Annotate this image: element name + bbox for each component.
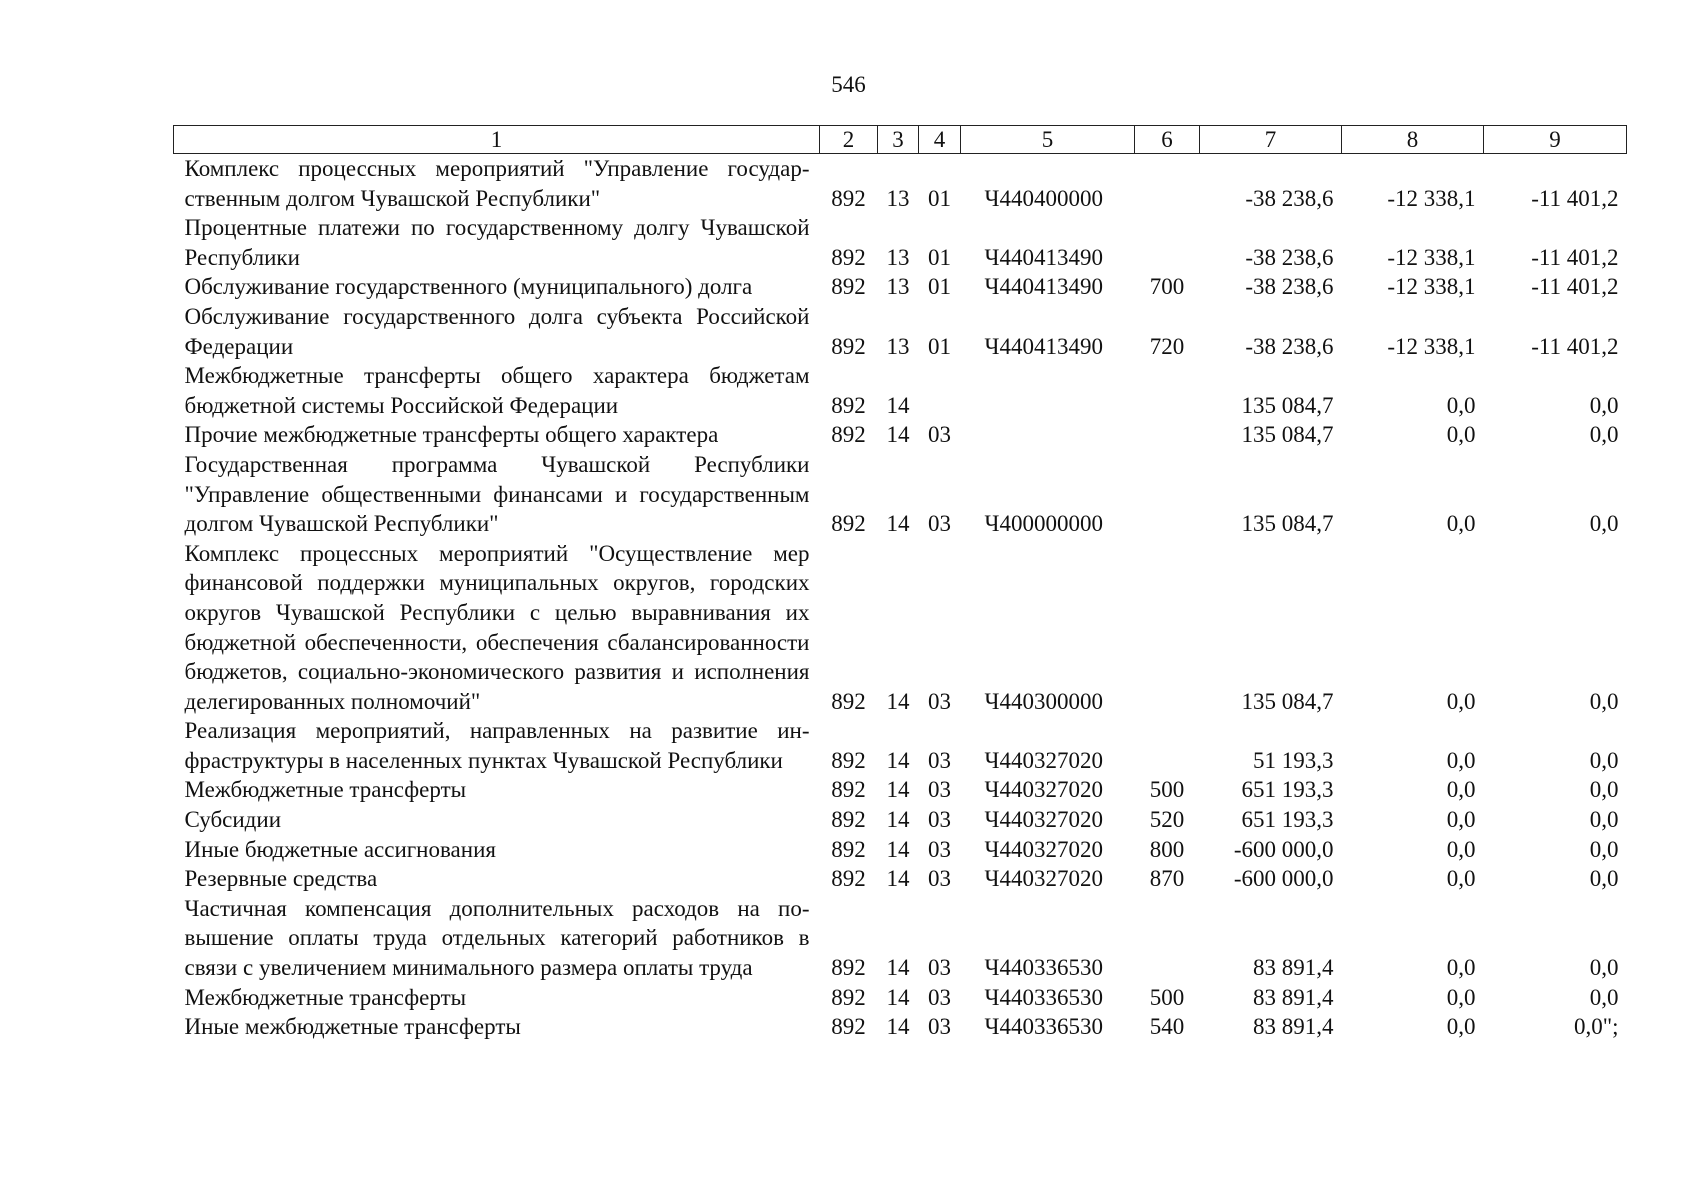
cell-expense-type: 720 [1149,333,1185,359]
table-row [174,154,1627,214]
cell-amount-9: -11 401,2 [1531,333,1619,359]
cell-amount-9: 0,0 [1589,511,1619,537]
cell-amount-9: 0,0 [1589,422,1619,448]
cell-target-article: Ч440327020 [984,747,1103,773]
table-row [174,805,1627,835]
cell-target-article: Ч440327020 [984,866,1103,892]
cell-amount-8: 0,0 [1446,836,1476,862]
cell-section: 13 [886,333,910,359]
cell-target-article: Ч440327020 [984,807,1103,833]
cell-amount-9: 0,0 [1589,688,1619,714]
cell-target-article: Ч440413490 [984,244,1103,270]
cell-amount-8: -12 338,1 [1387,274,1476,300]
column-header-4: 4 [919,126,961,154]
cell-amount-7: 135 084,7 [1241,392,1334,418]
cell-amount-7: 83 891,4 [1253,955,1334,981]
cell-section: 14 [886,984,910,1010]
row-name: Обслуживание государственного долга субъекта Российской Федерации [184,303,810,359]
cell-subsection: 01 [928,274,951,300]
cell-amount-7: -600 000,0 [1233,836,1334,862]
table-row [174,272,1627,302]
row-name: Комплекс процессных мероприятий "Управление государственным долгом Чувашской Республики" [184,156,810,211]
table-row [174,420,1627,450]
cell-target-article: Ч440413490 [984,333,1103,359]
cell-section: 13 [886,274,910,300]
page-number: 546 [831,72,866,97]
cell-amount-8: 0,0 [1446,866,1476,892]
cell-section: 14 [886,422,910,448]
cell-target-article: Ч440336530 [984,984,1103,1010]
row-name: Государственная программа Чувашской Республики "Управление общественными финансами и государственным долгом Чувашской Республики" [184,451,810,537]
cell-expense-type [1135,716,1200,775]
cell-amount-9: 0,0 [1589,836,1619,862]
cell-amount-9: 0,0 [1589,747,1619,773]
cell-amount-7: -38 238,6 [1245,244,1334,270]
cell-chapter: 892 [831,244,866,270]
table-row [174,983,1627,1013]
cell-amount-7: 651 193,3 [1241,777,1334,803]
cell-section: 14 [886,955,910,981]
cell-amount-8: 0,0 [1446,955,1476,981]
table-row [174,775,1627,805]
cell-amount-9: 0,0 [1589,777,1619,803]
cell-subsection: 01 [928,185,951,211]
cell-section: 14 [886,511,910,537]
cell-chapter: 892 [831,984,866,1010]
cell-amount-8: 0,0 [1446,688,1476,714]
table-row [174,1012,1627,1042]
row-name: Межбюджетные трансферты [184,777,467,803]
column-header-8: 8 [1342,126,1484,154]
table-row [174,864,1627,894]
cell-amount-7: 135 084,7 [1241,422,1334,448]
cell-amount-9: -11 401,2 [1531,274,1619,300]
table-row [174,302,1627,361]
table-body [174,154,1627,1042]
cell-amount-7: -38 238,6 [1245,333,1334,359]
header-row [174,126,1627,154]
cell-expense-type [1135,420,1200,450]
cell-amount-7: 83 891,4 [1253,1014,1334,1040]
cell-amount-8: 0,0 [1446,747,1476,773]
row-name: Иные межбюджетные трансферты [184,1014,521,1040]
cell-subsection: 03 [928,777,951,803]
cell-amount-8: 0,0 [1446,984,1476,1010]
cell-section: 14 [886,866,910,892]
column-header-1: 1 [174,126,820,154]
cell-amount-8: -12 338,1 [1387,244,1476,270]
cell-subsection: 03 [928,836,951,862]
cell-section: 14 [886,777,910,803]
row-name: Комплекс процессных мероприятий "Осуществление мер финансовой поддержки муниципальных округов, городских округов Чувашской Республики с целью выравнивания их бюджетной обеспеченности, обеспечения сбалансированности бюджетов, социально-экономического развития и исполнения делегированных полномочий" [184,540,810,714]
budget-table [173,125,1627,1042]
cell-subsection: 03 [928,747,951,773]
cell-expense-type [1135,894,1200,983]
table-row [174,539,1627,717]
table-row [174,213,1627,272]
cell-amount-9: 0,0"; [1573,1014,1619,1040]
cell-amount-8: 0,0 [1446,511,1476,537]
cell-amount-9: 0,0 [1589,955,1619,981]
row-name: Межбюджетные трансферты общего характера бюджетам бюджетной системы Российской Федерации [184,363,810,418]
cell-chapter: 892 [831,807,866,833]
table-row [174,450,1627,539]
cell-amount-9: -11 401,2 [1531,244,1619,270]
cell-chapter: 892 [831,511,866,537]
table-row [174,361,1627,420]
cell-amount-8: 0,0 [1446,777,1476,803]
cell-section: 14 [886,836,910,862]
cell-subsection: 03 [928,955,951,981]
cell-subsection: 03 [928,688,951,714]
row-name: Субсидии [184,807,282,833]
cell-target-article [961,420,1135,450]
cell-section: 13 [886,244,910,270]
cell-amount-9: 0,0 [1589,807,1619,833]
column-header-7: 7 [1200,126,1342,154]
table-row [174,835,1627,865]
cell-amount-9: -11 401,2 [1531,185,1619,211]
cell-subsection: 03 [928,807,951,833]
cell-expense-type: 500 [1149,777,1185,803]
cell-subsection: 03 [928,1014,951,1040]
cell-target-article: Ч440413490 [984,274,1103,300]
cell-amount-7: -38 238,6 [1245,185,1334,211]
cell-expense-type [1135,361,1200,420]
cell-chapter: 892 [831,333,866,359]
table-header [174,126,1627,154]
cell-amount-9: 0,0 [1589,984,1619,1010]
column-header-2: 2 [820,126,878,154]
cell-amount-7: -600 000,0 [1233,866,1334,892]
cell-chapter: 892 [831,1014,866,1040]
cell-chapter: 892 [831,955,866,981]
cell-chapter: 892 [831,777,866,803]
cell-amount-7: 651 193,3 [1241,807,1334,833]
cell-chapter: 892 [831,688,866,714]
row-name: Иные бюджетные ассигнования [184,836,496,862]
cell-amount-7: 83 891,4 [1253,984,1334,1010]
cell-subsection: 03 [928,866,951,892]
cell-amount-8: -12 338,1 [1387,185,1476,211]
cell-chapter: 892 [831,866,866,892]
cell-section: 14 [886,1014,910,1040]
cell-amount-7: 51 193,3 [1253,747,1334,773]
cell-target-article: Ч440327020 [984,777,1103,803]
cell-section: 13 [886,185,910,211]
cell-chapter: 892 [831,747,866,773]
cell-amount-8: 0,0 [1446,807,1476,833]
row-name: Частичная компенсация дополнительных расходов на повышение оплаты труда отдельных категорий работников в связи с увеличением минимального размера оплаты труда [184,895,810,981]
row-name: Прочие межбюджетные трансферты общего характера [184,422,719,448]
cell-expense-type: 700 [1149,274,1185,300]
table-row [174,894,1627,983]
cell-subsection [919,361,961,420]
column-header-3: 3 [878,126,919,154]
cell-expense-type: 540 [1149,1014,1185,1040]
row-name: Резервные средства [184,866,378,892]
row-name: Обслуживание государственного (муниципального) долга [184,274,753,300]
cell-expense-type [1135,450,1200,539]
cell-section: 14 [886,807,910,833]
cell-amount-7: -38 238,6 [1245,274,1334,300]
cell-section: 14 [886,688,910,714]
cell-expense-type [1135,213,1200,272]
cell-subsection: 03 [928,422,951,448]
row-name: Процентные платежи по государственному долгу Чувашской Республики [184,215,810,270]
cell-amount-8: 0,0 [1446,392,1476,418]
cell-target-article: Ч440327020 [984,836,1103,862]
cell-amount-9: 0,0 [1589,392,1619,418]
cell-chapter: 892 [831,274,866,300]
cell-subsection: 01 [928,244,951,270]
cell-expense-type [1135,154,1200,214]
cell-chapter: 892 [831,185,866,211]
cell-subsection: 01 [928,333,951,359]
cell-chapter: 892 [831,392,866,418]
cell-amount-8: -12 338,1 [1387,333,1476,359]
cell-chapter: 892 [831,422,866,448]
cell-target-article: Ч400000000 [984,511,1103,537]
cell-expense-type: 500 [1149,984,1185,1010]
cell-target-article: Ч440336530 [984,955,1103,981]
cell-amount-7: 135 084,7 [1241,511,1334,537]
cell-target-article: Ч440300000 [984,688,1103,714]
cell-amount-8: 0,0 [1446,422,1476,448]
cell-amount-8: 0,0 [1446,1014,1476,1040]
cell-expense-type: 870 [1149,866,1185,892]
column-header-5: 5 [961,126,1135,154]
cell-subsection: 03 [928,511,951,537]
cell-expense-type: 800 [1149,836,1185,862]
column-header-6: 6 [1135,126,1200,154]
column-header-9: 9 [1484,126,1627,154]
cell-expense-type [1135,539,1200,717]
cell-target-article [961,361,1135,420]
cell-amount-7: 135 084,7 [1241,688,1334,714]
cell-expense-type: 520 [1149,807,1185,833]
cell-section: 14 [886,747,910,773]
cell-section: 14 [886,392,910,418]
row-name: Межбюджетные трансферты [184,984,467,1010]
cell-target-article: Ч440400000 [984,185,1103,211]
table-row [174,716,1627,775]
cell-amount-9: 0,0 [1589,866,1619,892]
cell-subsection: 03 [928,984,951,1010]
cell-chapter: 892 [831,836,866,862]
row-name: Реализация мероприятий, направленных на развитие инфраструктуры в населенных пунктах Чувашской Республики [184,718,810,773]
cell-target-article: Ч440336530 [984,1014,1103,1040]
